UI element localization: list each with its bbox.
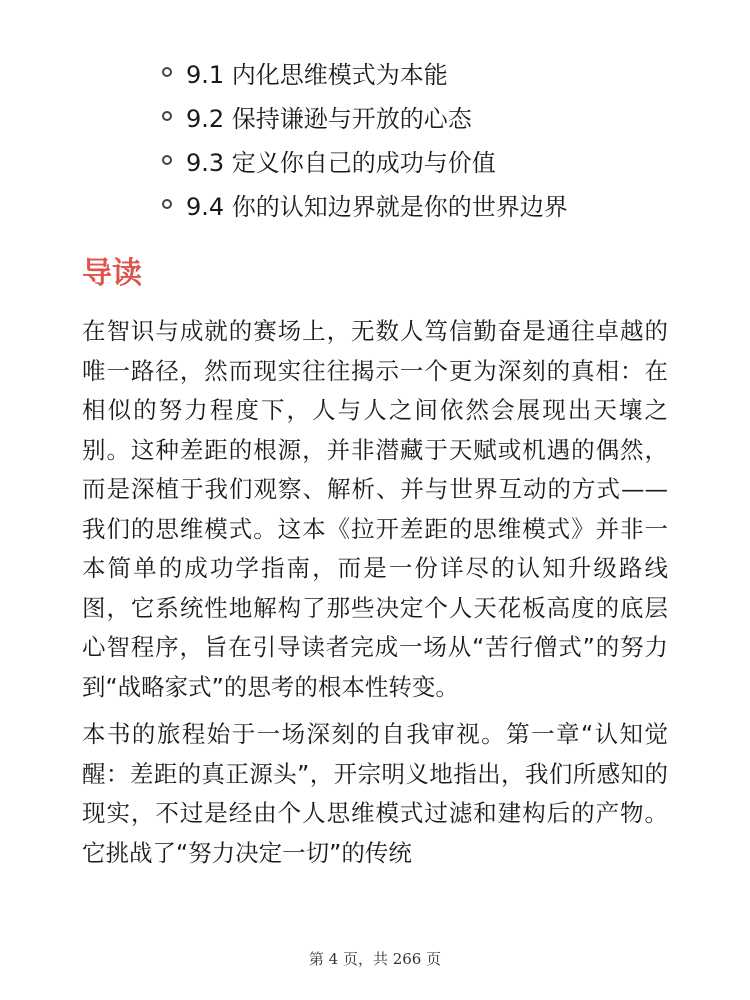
section-heading: 导读: [82, 256, 142, 291]
page-number-footer: 第 4 页，共 266 页: [308, 950, 442, 968]
toc-item-label: 9.4 你的认知边界就是你的世界边界: [186, 192, 568, 221]
body-paragraph: 在智识与成就的赛场上，无数人笃信勤奋是通往卓越的唯一路径，然而现实往往揭示一个更为深刻的真相：在相似的努力程度下，人与人之间依然会展现出天壤之别。这种差距的根源，并非潜藏于天赋或机遇的偶然，而是深植于我们观察、解析、并与世界互动的方式——我们的思维模式。这本《拉开差距的思维模式》并非一本简单的成功学指南，而是一份详尽的认知升级路线图，它系统性地解构了那些决定个人天花板高度的底层心智程序，旨在引导读者完成一场从“苦行僧式”的努力到“战略家式”的思考的根本性转变。: [82, 317, 668, 701]
circle-bullet-icon: [162, 155, 172, 165]
toc-item-label: 9.3 定义你自己的成功与价值: [186, 148, 496, 177]
toc-item-label: 9.2 保持谦逊与开放的心态: [186, 104, 472, 133]
toc-item[interactable]: [162, 182, 722, 226]
body-paragraph: 本书的旅程始于一场深刻的自我审视。第一章“认知觉醒：差距的真正源头”，开宗明义地指出，我们所感知的现实，不过是经由个人思维模式过滤和建构后的产物。它挑战了“努力决定一切”的传统: [82, 720, 668, 867]
toc-item[interactable]: [162, 50, 722, 94]
toc-item-label: 9.1 内化思维模式为本能: [186, 60, 448, 89]
circle-bullet-icon: [162, 199, 172, 209]
article-body: [82, 312, 668, 881]
circle-bullet-icon: [162, 67, 172, 77]
circle-bullet-icon: [162, 111, 172, 121]
toc-item[interactable]: [162, 138, 722, 182]
table-of-contents: [162, 50, 722, 226]
toc-item[interactable]: [162, 94, 722, 138]
